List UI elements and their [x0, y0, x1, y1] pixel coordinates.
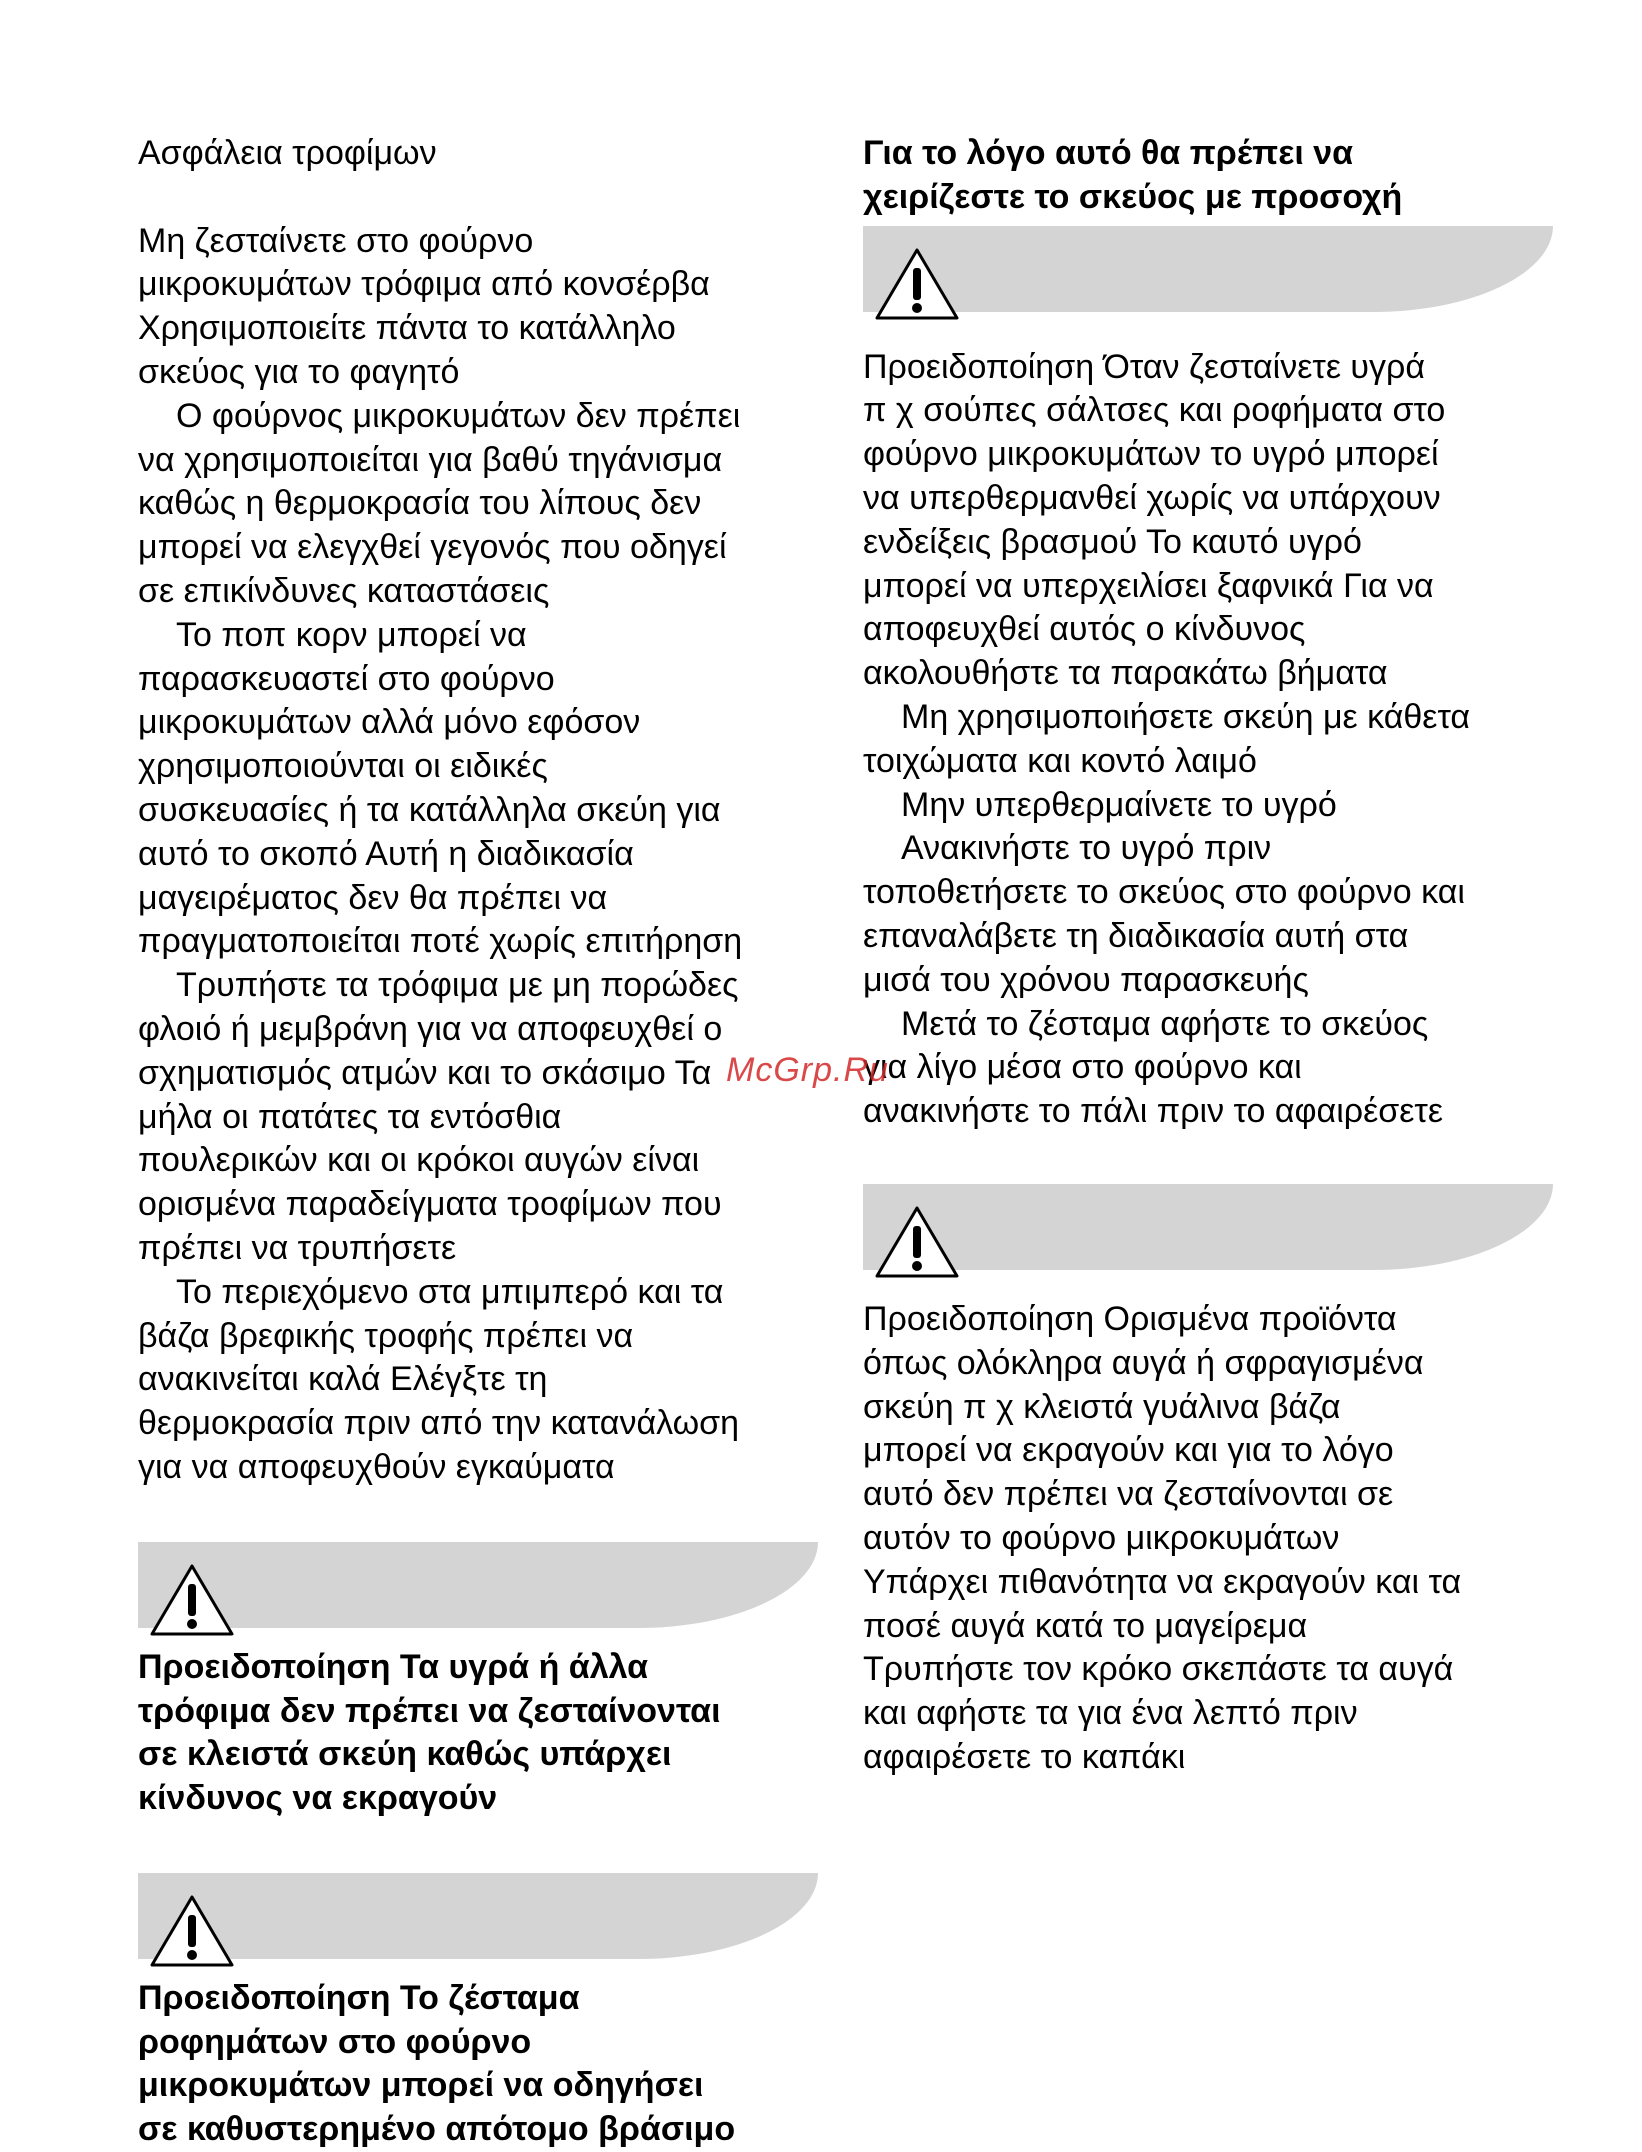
popcorn-paragraph: Το ποπ κορν μπορεί να παρασκευαστεί στο φούρνο μικροκυμάτων αλλά μόνο εφόσον χρησιμοποιούνται οι ειδικές συσκευασίες ή τα κατάλληλα σκεύη για αυτό το σκοπό Αυτή η διαδικασία μαγειρέματος δεν θα πρέπει να πραγματοποιείται ποτέ χωρίς επιτήρηση — [138, 615, 743, 961]
section-heading: Ασφάλεια τροφίμων — [138, 134, 437, 172]
warning-triangle-icon — [148, 1891, 236, 1971]
warning-superheating: Προειδοποίηση Όταν ζεσταίνετε υγρά π χ σούπες σάλτσες και ροφήματα στο φούρνο μικροκυμάτων το υγρό μπορεί να υπερθερμανθεί χωρίς να υπάρχουν ενδείξεις βρασμού Το καυτό υγρό μπορεί να υπερχειλίσει ξαφνικά Για να αποφευχθεί αυτός ο κίνδυνος ακολουθήστε τα παρακάτω βήματα — [863, 347, 1446, 693]
warning-triangle-icon — [873, 1202, 961, 1282]
deep-frying-paragraph: Ο φούρνος μικροκυμάτων δεν πρέπει να χρησιμοποιείται για βαθύ τηγάνισμα καθώς η θερμοκρασία του λίπους δεν μπορεί να ελεγχθεί γεγονός που οδηγεί σε επικίνδυνες καταστάσεις — [138, 396, 741, 610]
step-stir: Ανακινήστε το υγρό πριν τοποθετήσετε το σκεύος στο φούρνο και επαναλάβετε τη διαδικασία αυτή στα μισά του χρόνου παρασκευής — [863, 829, 1465, 999]
warning-banner-3 — [863, 226, 1553, 330]
right-column — [863, 132, 1553, 1780]
warning-eggs: Προειδοποίηση Ορισμένα προϊόντα όπως ολόκληρα αυγά ή σφραγισμένα σκεύη π χ κλειστά γυάλινα βάζα μπορεί να εκραγούν και για το λόγο αυτό δεν πρέπει να ζεσταίνονται σε αυτόν το φούρνο μικροκυμάτων Υπάρχει πιθανότητα να εκραγούν και τα ποσέ αυγά κατά το μαγείρεμα Τρυπήστε τον κρόκο σκεπάστε τα αυγά και αφήστε τα για ένα λεπτό πριν αφαιρέσετε το καπάκι — [863, 1299, 1462, 1776]
watermark: McGrp.Ru — [726, 1051, 889, 1089]
warning-banner-4 — [863, 1184, 1553, 1288]
warning-triangle-icon — [148, 1560, 236, 1640]
baby-food-paragraph: Το περιεχόμενο στα μπιμπερό και τα βάζα βρεφικής τροφής πρέπει να ανακινείται καλά Ελέγξτε τη θερμοκρασία πριν από την κατανάλωση για να αποφευχθούν εγκαύματα — [138, 1272, 740, 1486]
warning-banner-2 — [138, 1873, 818, 1977]
handle-with-care-text: Για το λόγο αυτό θα πρέπει να χειρίζεστε το σκεύος με προσοχή — [863, 134, 1403, 216]
warning-banner-1 — [138, 1542, 818, 1646]
intro-paragraph: Μη ζεσταίνετε στο φούρνο μικροκυμάτων τρόφιμα από κονσέρβα Χρησιμοποιείτε πάντα το κατάλληλο σκεύος για το φαγητό — [138, 221, 710, 391]
left-column — [138, 132, 818, 2152]
warning-triangle-icon — [873, 244, 961, 324]
step-vessel: Μη χρησιμοποιήσετε σκεύη με κάθετα τοιχώματα και κοντό λαιμό — [863, 697, 1471, 780]
warning-delayed-boiling: Προειδοποίηση Το ζέσταμα ροφημάτων στο φούρνο μικροκυμάτων μπορεί να οδηγήσει σε καθυστερημένο απότομο βράσιμο — [138, 1978, 736, 2149]
pierce-food-paragraph: Τρυπήστε τα τρόφιμα με μη πορώδες φλοιό ή μεμβράνη για να αποφευχθεί ο σχηματισμός ατμών και το σκάσιμο Τα μήλα οι πατάτες τα εντόσθια πουλερικών και οι κρόκοι αυγών είναι ορισμένα παραδείγματα τροφίμων που πρέπει να τρυπήσετε — [138, 966, 739, 1267]
warning-closed-containers: Προειδοποίηση Τα υγρά ή άλλα τρόφιμα δεν πρέπει να ζεσταίνονται σε κλειστά σκεύη καθώς υπάρχει κίνδυνος να εκραγούν — [138, 1647, 721, 1818]
step-rest: Μετά το ζέσταμα αφήστε το σκεύος για λίγο μέσα στο φούρνο και ανακινήστε το πάλι πριν το αφαιρέσετε — [863, 1004, 1443, 1131]
step-overheat: Μην υπερθερμαίνετε το υγρό — [901, 785, 1337, 824]
